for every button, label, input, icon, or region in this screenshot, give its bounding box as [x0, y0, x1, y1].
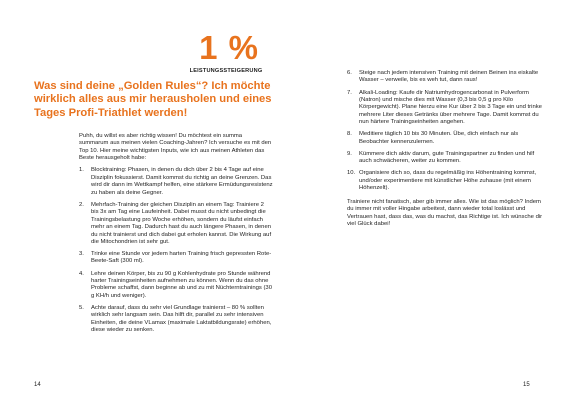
- rule-text: Trinke eine Stunde vor jedem harten Training frisch gepressten Rote-Beete-Saft (300 ml).: [91, 251, 272, 265]
- right-body-text: [347, 70, 547, 229]
- rule-number: 4.: [79, 270, 84, 277]
- rules-list-left: [79, 167, 273, 334]
- rule-item: [347, 170, 547, 192]
- intro-paragraph: Puhh, du willst es aber richtig wissen! Du möchtest ein summa summarum aus meinen vielen Coaching-Jahren? Ich versuche es mit den Top 10. Hier meine wichtigsten Inputs, wie ich aus meinen Athleten das Beste herausgeholt habe:: [79, 133, 272, 162]
- rule-number: 5.: [79, 304, 84, 311]
- rule-text: Organisiere dich so, dass du regelmäßig ins Höhentraining kommst, und/oder experimentiere mit künstlicher Höhe zuhause (mit einem Höhenzelt).: [359, 170, 537, 192]
- rule-item: [347, 70, 547, 85]
- rule-number: 1.: [79, 167, 84, 174]
- left-body-text: [79, 133, 273, 339]
- rule-text: Meditiere täglich 10 bis 30 Minuten. Übe, dich einfach nur als Beobachter kennenzulernen.: [359, 131, 519, 145]
- rule-item: [79, 251, 273, 266]
- rule-text: Lehre deinen Körper, bis zu 90 g Kohlenhydrate pro Stunde während harter Trainingseinheiten aufnehmen zu können. Wenn du das ohne Probleme schaffst, dann beginne ab und zu mit Nüchterntrainings (30 g KH/h und weniger).: [91, 270, 272, 299]
- rule-text: Achte darauf, dass du sehr viel Grundlage trainierst – 80 % sollten wirklich sehr langsam sein. Das hilft dir, parallel zu sehr intensiven Einheiten, die deine VLamax (maximale Laktatbildungsrate) erhöhen, diese wieder zu senken.: [91, 304, 272, 334]
- rule-text: Mehrfach-Training der gleichen Disziplin an einem Tag: Trainiere 2 bis 3x am Tag eine Laufeinheit. Dabei musst du nicht unbedingt die Trainingsbelastung pro Woche erhöhen, sondern du läufst einfach mehr an einem Tag. Dadurch hast du auch längere Phasen, in denen du nicht trainierst und dich dabei gut erholen kannst. Die Wirkung auf die Mitochondrien ist sehr gut.: [91, 201, 272, 245]
- rule-text: Kümmere dich aktiv darum, gute Trainingspartner zu finden und hilf auch schwächeren, weiter zu kommen.: [359, 150, 535, 165]
- rule-item: [347, 151, 547, 166]
- rule-text: Blocktraining: Phasen, in denen du dich über 2 bis 4 Tage auf eine Disziplin fokussierst. Damit kommst du richtig an deine Grenzen. Das wird dir dann im Wettkampf helfen, eine stärkere Ermüdungsresistenz zu haben als deine Gegner.: [91, 167, 273, 196]
- rule-number: 2.: [79, 201, 84, 208]
- rule-number: 10.: [347, 170, 356, 177]
- rule-item: [347, 90, 547, 127]
- rule-number: 6.: [347, 70, 352, 76]
- percent-label: LEISTUNGSSTEIGERUNG: [189, 68, 263, 74]
- percent-figure: 1 %: [199, 29, 259, 66]
- rule-item: [79, 305, 273, 335]
- rule-number: 8.: [347, 131, 352, 138]
- rule-number: 3.: [79, 251, 84, 258]
- closing-paragraph: Trainiere nicht fanatisch, aber gib immer alles. Wie ist das möglich? Indem du immer mit voller Hingabe arbeitest, dann wieder total loslässt und Vertrauen hast, dass das, was du machst, das Richtige ist. Ich wünsche dir viel Glück dabei!: [347, 198, 543, 228]
- rule-item: [347, 131, 547, 146]
- rule-number: 7.: [347, 89, 352, 96]
- page-number-right: 15: [523, 382, 530, 388]
- rules-list-right: [347, 70, 547, 193]
- rule-item: [79, 167, 273, 197]
- rule-text: Alkali-Loading: Kaufe dir Natriumhydrogencarbonat in Pulverform (Natron) und mische dies mit Wasser (0,3 bis 0,5 g pro Kilo Körpergewicht). Plane hierzu eine Kur über 2 bis 3 Tage ein und trinke mehrere Liter dieses Getränks über mehrere Tage. Damit kommst du nun härtere Trainingseinheiten angehen.: [359, 89, 542, 126]
- question-headline: Was sind deine „Golden Rules“? Ich möchte wirklich alles aus mir herausholen und eines Tages Profi-Triathlet werden!: [34, 80, 272, 119]
- rule-number: 9.: [347, 150, 352, 157]
- rule-item: [79, 271, 273, 301]
- rule-text: Steige nach jedem intensiven Training mit deinen Beinen ins eiskalte Wasser – verweile, bis es weh tut, dann raus!: [359, 70, 539, 84]
- page-number-left: 14: [34, 382, 41, 388]
- rule-item: [79, 202, 273, 247]
- right-page: [283, 0, 566, 400]
